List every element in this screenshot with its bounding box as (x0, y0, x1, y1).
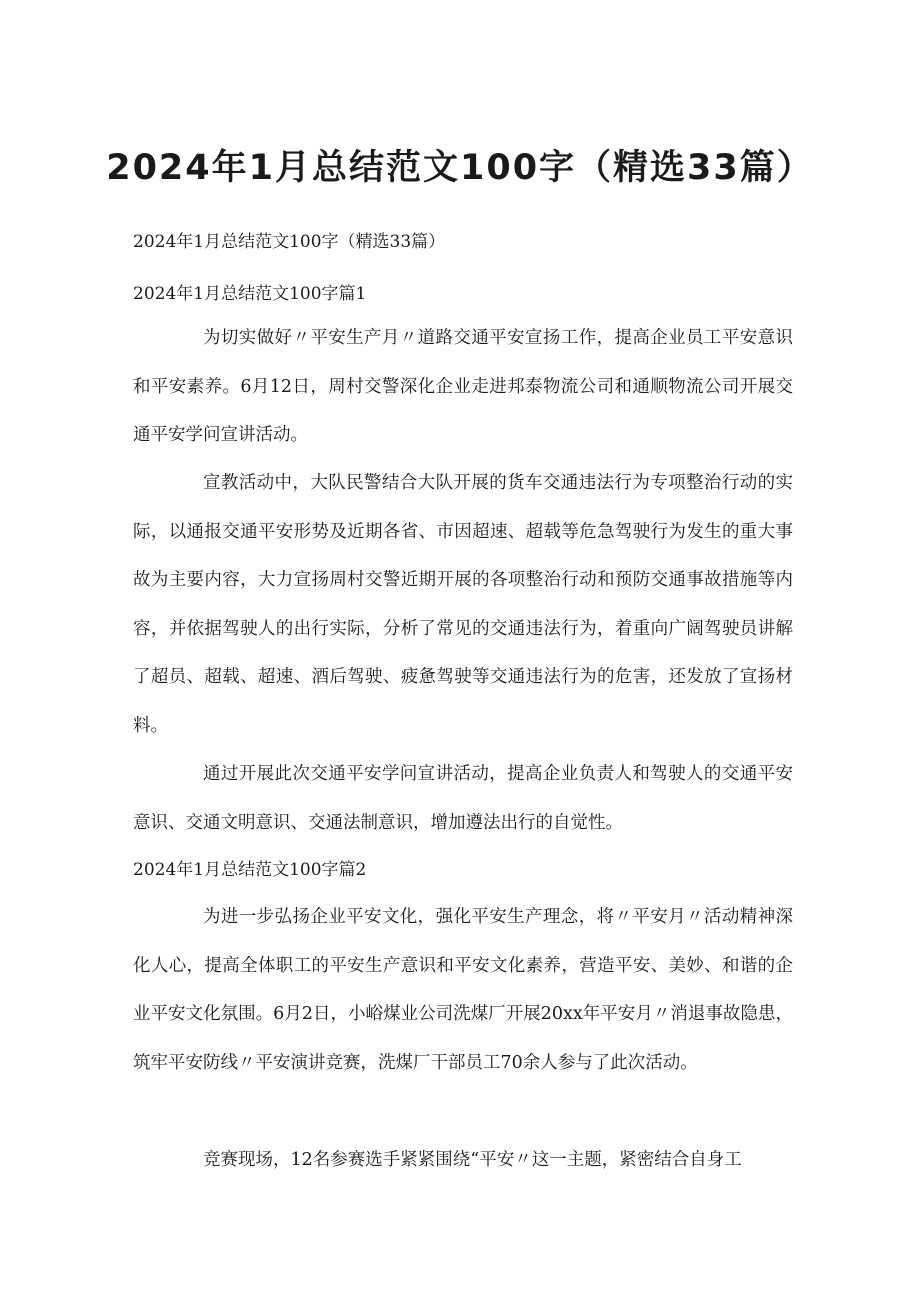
section-1-paragraph-2: 宣教活动中，大队民警结合大队开展的货车交通违法行为专项整治行动的实际，以通报交通平安形势及近期各省、市因超速、超载等危急驾驶行为发生的重大事故为主要内容，大力宣扬周村交警近期开展的各项整治行动和预防交通事故措施等内容，并依据驾驶人的出行实际，分析了常见的交通违法行为，着重向广阔驾驶员讲解了超员、超载、超速、酒后驾驶、疲惫驾驶等交通违法行为的危害，还发放了宣扬材料。 (133, 473, 793, 736)
section-2-paragraph-2: 竞赛现场，12名参赛选手紧紧围绕“平安〃这一主题，紧密结合自身工 (203, 1150, 742, 1170)
section-2-paragraph-1: 为进一步弘扬企业平安文化，强化平安生产理念，将〃平安月〃活动精神深化人心，提高全体职工的平安生产意识和平安文化素养，营造平安、美妙、和谐的企业平安文化氛围。6月2日，小峪煤业公司洗煤厂开展20xx年平安月〃消退事故隐患，筑牢平安防线〃平安演讲竞赛，洗煤厂干部员工70余人参与了此次活动。 (133, 907, 793, 1073)
section-heading-1: 2024年1月总结范文100字篇1 (133, 284, 367, 304)
section-heading-2: 2024年1月总结范文100字篇2 (133, 860, 367, 880)
document-title: 2024年1月总结范文100字（精选33篇） (106, 148, 814, 188)
document-subtitle: 2024年1月总结范文100字（精选33篇） (133, 232, 446, 252)
section-1-paragraph-3: 通过开展此次交通平安学问宣讲活动，提高企业负责人和驾驶人的交通平安意识、交通文明意识、交通法制意识，增加遵法出行的自觉性。 (133, 764, 793, 833)
section-1-paragraph-1: 为切实做好〃平安生产月〃道路交通平安宣扬工作，提高企业员工平安意识和平安素养。6月12日，周村交警深化企业走进邦泰物流公司和通顺物流公司开展交通平安学问宣讲活动。 (133, 328, 793, 445)
